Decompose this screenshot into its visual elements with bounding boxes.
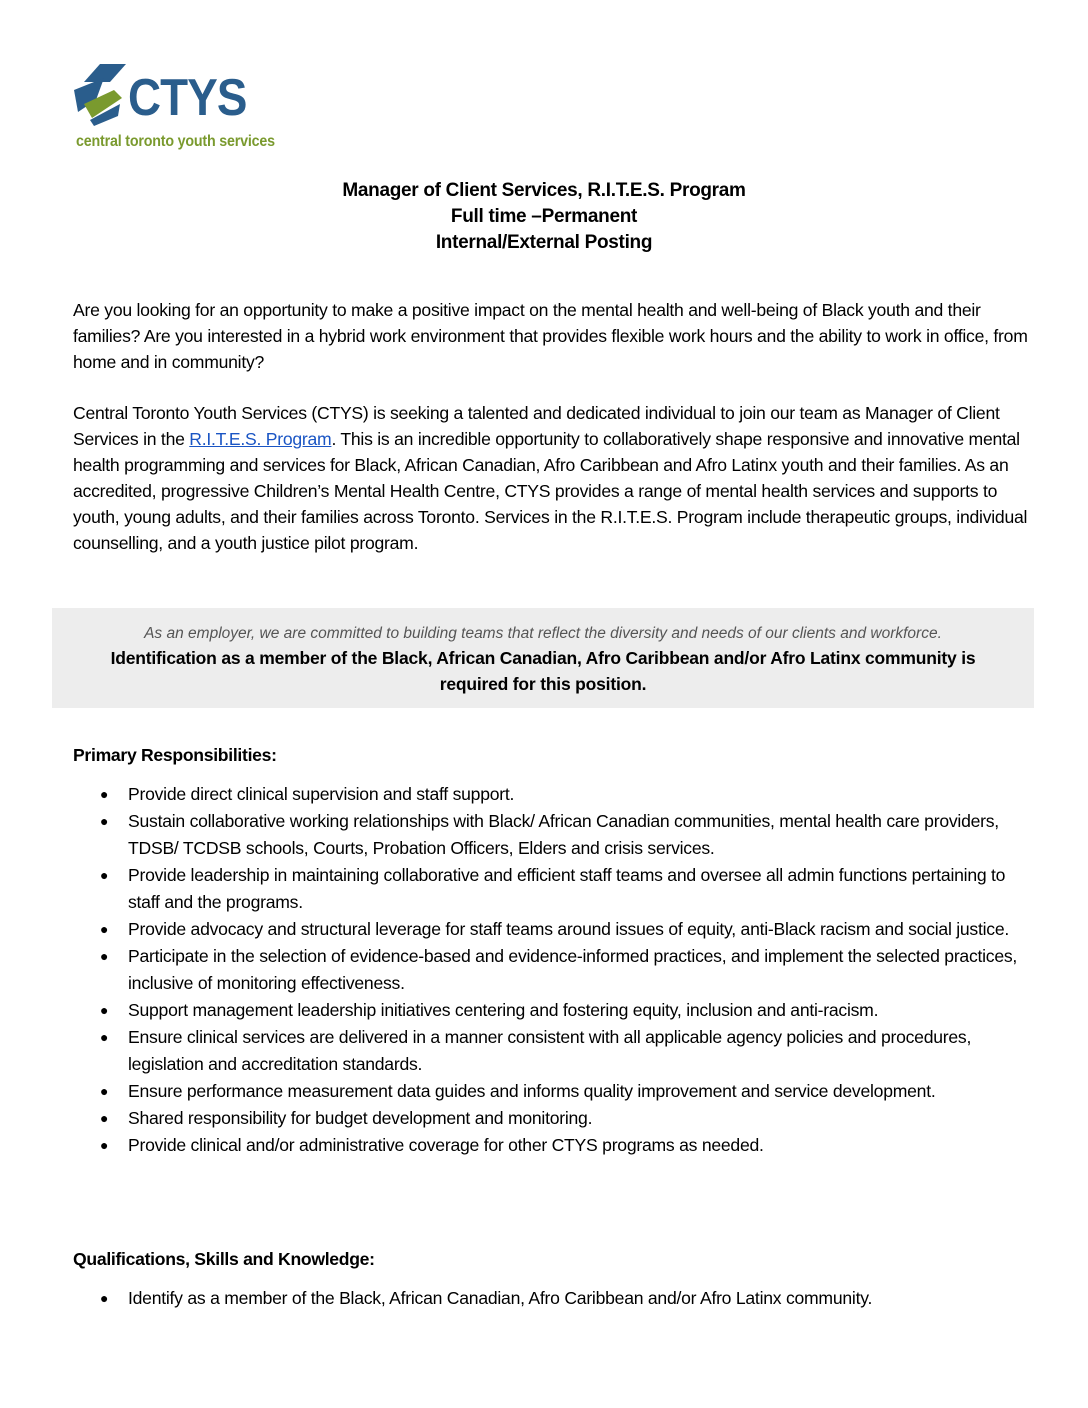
bullet-icon: ● bbox=[100, 1137, 109, 1153]
list-item bbox=[73, 1105, 1033, 1132]
list-item bbox=[73, 943, 1033, 997]
list-item-text: Ensure performance measurement data guides and informs quality improvement and service development. bbox=[128, 1081, 936, 1101]
list-item-text: Identify as a member of the Black, African Canadian, Afro Caribbean and/or Afro Latinx community. bbox=[128, 1288, 873, 1308]
bullet-icon: ● bbox=[100, 1083, 109, 1099]
list-item bbox=[73, 1132, 1033, 1159]
about-text-before: Central Toronto Youth Services (CTYS) is seeking a talented and dedicated individual to join our team as Manager of Client Services in the bbox=[73, 403, 1000, 449]
list-item bbox=[73, 808, 1033, 862]
list-item-text: Shared responsibility for budget development and monitoring. bbox=[128, 1108, 593, 1128]
bullet-icon: ● bbox=[100, 813, 109, 829]
list-item bbox=[73, 781, 1033, 808]
list-item bbox=[73, 862, 1033, 916]
about-text-after: . This is an incredible opportunity to collaboratively shape responsive and innovative mental health programming and services for Black, African Canadian, Afro Caribbean and Afro Latinx youth and their families. As an accredited, progressive Children’s Mental Health Centre, CTYS provides a range of mental health services and supports to youth, young adults, and their families across Toronto. Services in the R.I.T.E.S. Program include therapeutic groups, individual counselling, and a youth justice pilot program. bbox=[73, 429, 1028, 553]
list-item-text: Provide advocacy and structural leverage for staff teams around issues of equity, anti-Black racism and social justice. bbox=[128, 919, 1010, 939]
responsibilities-heading: Primary Responsibilities: bbox=[73, 745, 277, 765]
list-item-text: Sustain collaborative working relationships with Black/ African Canadian communities, mental health care providers, TDSB/ TCDSB schools, Courts, Probation Officers, Elders and crisis services. bbox=[128, 811, 999, 858]
list-item-text: Provide leadership in maintaining collaborative and efficient staff teams and oversee all admin functions pertaining to staff and the programs. bbox=[128, 865, 1006, 912]
rites-program-link[interactable]: R.I.T.E.S. Program bbox=[189, 429, 332, 449]
ctys-logo bbox=[70, 60, 275, 155]
list-item bbox=[73, 916, 1033, 943]
list-item-text: Participate in the selection of evidence-based and evidence-informed practices, and implement the selected practices, inclusive of monitoring effectiveness. bbox=[128, 946, 1018, 993]
logo-tagline: central toronto youth services bbox=[76, 133, 275, 150]
list-item bbox=[73, 1078, 1033, 1105]
bullet-icon: ● bbox=[100, 867, 109, 883]
bullet-icon: ● bbox=[100, 1110, 109, 1126]
about-paragraph bbox=[73, 400, 1033, 556]
posting-title: Manager of Client Services, R.I.T.E.S. Program bbox=[342, 180, 746, 201]
list-item-text: Support management leadership initiatives centering and fostering equity, inclusion and anti-racism. bbox=[128, 1000, 879, 1020]
list-item bbox=[73, 1024, 1033, 1078]
logo-mark-icon bbox=[70, 60, 132, 130]
bullet-icon: ● bbox=[100, 1029, 109, 1045]
bullet-icon: ● bbox=[100, 1002, 109, 1018]
list-item bbox=[73, 1285, 1033, 1312]
list-item-text: Provide clinical and/or administrative coverage for other CTYS programs as needed. bbox=[128, 1135, 764, 1155]
bullet-icon: ● bbox=[100, 1290, 109, 1306]
callout-commitment: As an employer, we are committed to building teams that reflect the diversity and needs of our clients and workforce. bbox=[144, 625, 942, 642]
bullet-icon: ● bbox=[100, 948, 109, 964]
posting-scope: Internal/External Posting bbox=[435, 232, 653, 253]
qualifications-list bbox=[73, 1285, 1033, 1312]
list-item bbox=[73, 997, 1033, 1024]
posting-heading bbox=[0, 178, 1088, 256]
posting-type: Full time –Permanent bbox=[450, 206, 638, 227]
responsibilities-list bbox=[73, 781, 1033, 1159]
list-item-text: Provide direct clinical supervision and staff support. bbox=[128, 784, 515, 804]
bullet-icon: ● bbox=[100, 921, 109, 937]
logo-wordmark: CTYS bbox=[128, 69, 247, 127]
bullet-icon: ● bbox=[100, 786, 109, 802]
list-item-text: Ensure clinical services are delivered in a manner consistent with all applicable agency policies and procedures, legislation and accreditation standards. bbox=[128, 1027, 972, 1074]
callout-requirement: Identification as a member of the Black, African Canadian, Afro Caribbean and/or Afro Latinx community is required for this position. bbox=[110, 648, 976, 694]
qualifications-heading: Qualifications, Skills and Knowledge: bbox=[73, 1249, 375, 1269]
intro-paragraph: Are you looking for an opportunity to make a positive impact on the mental health and well-being of Black youth and their families? Are you interested in a hybrid work environment that provides flexible work hours and the ability to work in office, from home and in community? bbox=[73, 300, 1028, 372]
diversity-callout bbox=[52, 608, 1034, 708]
